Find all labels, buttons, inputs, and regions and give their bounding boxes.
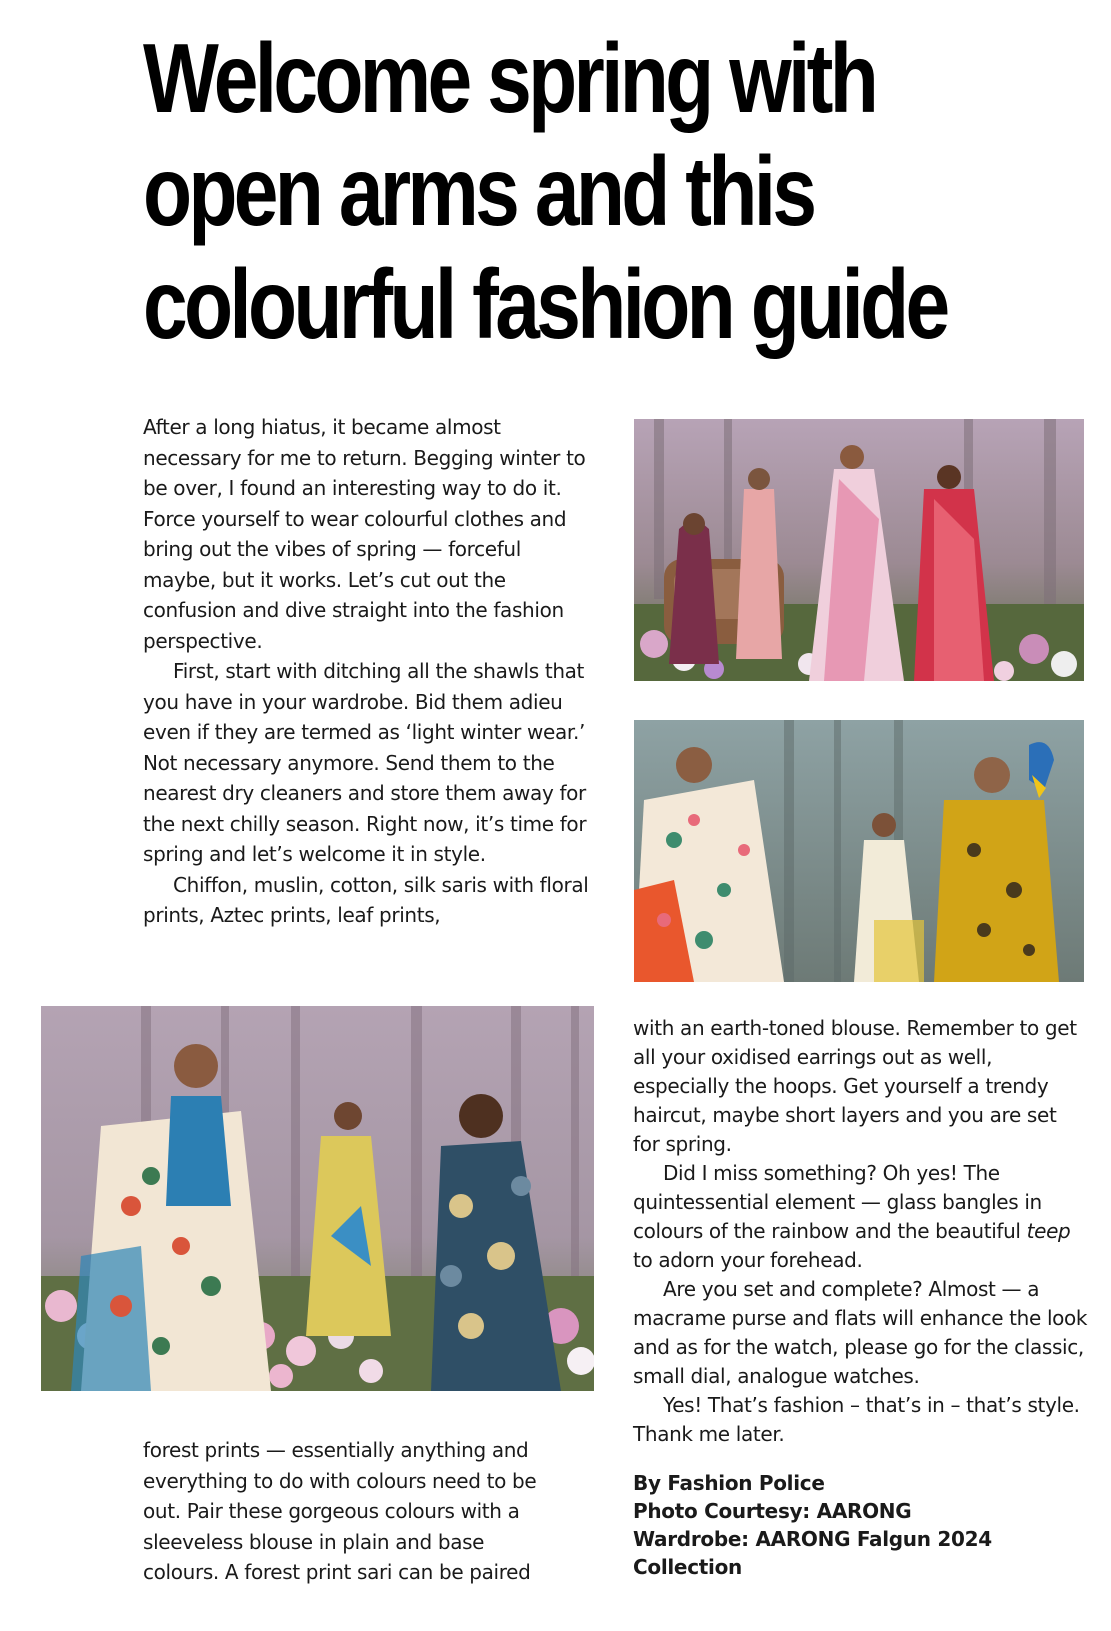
paragraph-closing: Yes! That’s fashion – that’s in – that’s style. Thank me later. [633, 1393, 1080, 1446]
bangles-text-a: Did I miss something? Oh yes! The quintessential element — glass bangles in colours of the rainbow and the beautiful [633, 1161, 1042, 1243]
article-column-left-continued [143, 1435, 563, 1588]
headline-line-1: Welcome spring with [143, 23, 876, 133]
paragraph-saris-continued: forest prints — essentially anything and everything to do with colours need to be out. Pair these gorgeous colours with a sleeveless blouse in plain and base colours. A forest print sari can be paired [143, 1438, 537, 1584]
photo-credit: Photo Courtesy: AARONG [633, 1499, 912, 1523]
paragraph-saris: Chiffon, muslin, cotton, silk saris with floral prints, Aztec prints, leaf prints, [143, 872, 589, 927]
fashion-photo-kurta-parrot [634, 720, 1084, 982]
teep-word: teep [1026, 1219, 1071, 1243]
wardrobe-credit: Wardrobe: AARONG Falgun 2024 Collection [633, 1527, 992, 1579]
article-column-right [633, 1014, 1088, 1449]
fashion-photo-forest-saris [41, 1006, 594, 1391]
paragraph-blouse: with an earth-toned blouse. Remember to get all your oxidised earrings out as well, especially the hoops. Get yourself a trendy haircut, maybe short layers and you are set for spring. [633, 1016, 1077, 1156]
bangles-text-b: to adorn your forehead. [633, 1248, 863, 1272]
article-column-left [143, 412, 595, 931]
paragraph-shawls: First, start with ditching all the shawls that you have in your wardrobe. Bid them adieu even if they are termed as ‘light winter wear.’ Not necessary anymore. Send them to the nearest dry cleaners and store them away for the next chilly season. Right now, it’s time for spring and let’s welcome it in style. [143, 659, 587, 866]
headline-line-3: colourful fashion guide [143, 249, 947, 359]
headline-line-2: open arms and this [143, 136, 814, 246]
headline [143, 22, 947, 361]
paragraph-bangles [633, 1159, 1088, 1275]
paragraph-intro: After a long hiatus, it became almost necessary for me to return. Begging winter to be over, I found an interesting way to do it. Force yourself to wear colourful clothes and bring out the vibes of spring — forceful maybe, but it works. Let’s cut out the confusion and dive straight into the fashion perspective. [143, 415, 586, 653]
byline: By Fashion Police [633, 1471, 825, 1495]
credits [633, 1469, 1093, 1581]
fashion-photo-group-garden [634, 419, 1084, 681]
paragraph-accessories: Are you set and complete? Almost — a macrame purse and flats will enhance the look and as for the watch, please go for the classic, small dial, analogue watches. [633, 1277, 1088, 1388]
